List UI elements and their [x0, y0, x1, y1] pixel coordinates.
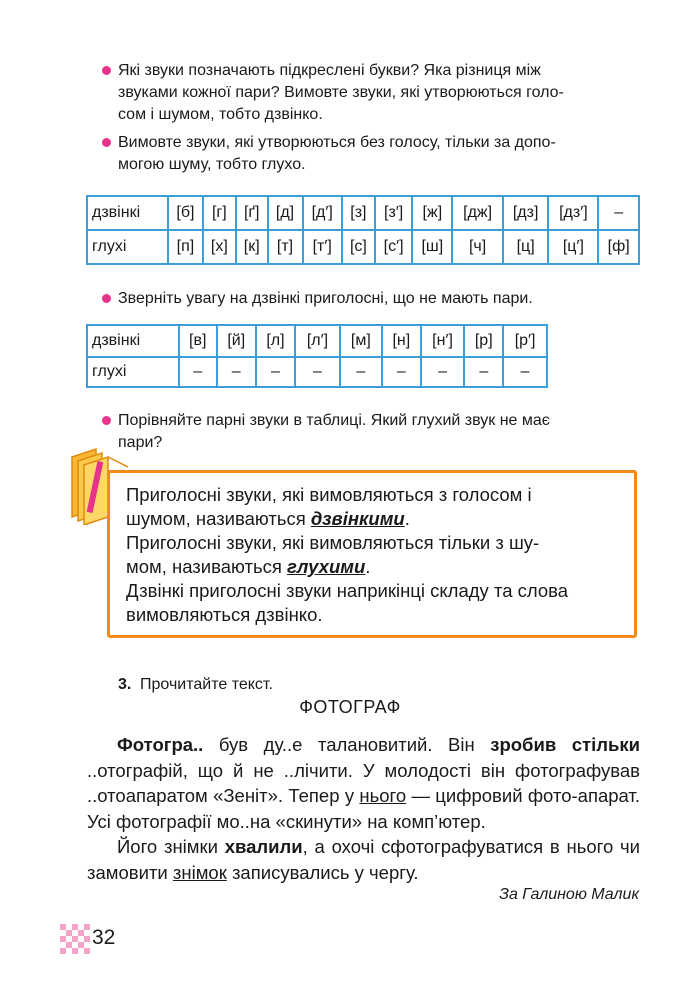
sound-cell: [р] — [464, 325, 503, 357]
sound-cell: [дз′] — [548, 196, 598, 230]
sound-cell: – — [598, 196, 639, 230]
bullet-line: Вимовте звуки, які утворюються без голосу, тільки за допо- — [118, 134, 556, 151]
row-label: глухі — [87, 357, 179, 387]
story-bold: Фотогра.. — [117, 734, 204, 755]
text-title: ФОТОГРАФ — [299, 697, 401, 717]
sound-cell: [ч] — [452, 230, 502, 264]
sound-cell: [б] — [168, 196, 203, 230]
bullet-dot — [102, 138, 111, 147]
sound-cell: [д′] — [303, 196, 342, 230]
sound-cell: [ф] — [598, 230, 639, 264]
bullet-item — [118, 60, 648, 126]
sound-cell: – — [295, 357, 339, 387]
sound-cell: [ц′] — [548, 230, 598, 264]
sound-cell: [дж] — [452, 196, 502, 230]
sound-cell: – — [503, 357, 547, 387]
row-label: глухі — [87, 230, 168, 264]
story-span: був ду..е талановитий. Він — [203, 734, 491, 755]
story-paragraph — [87, 834, 640, 885]
sound-cell: [р′] — [503, 325, 547, 357]
sound-cell: [м] — [340, 325, 382, 357]
story-bold: хвалили — [224, 836, 303, 857]
story-span: записувались у чергу. — [226, 861, 419, 883]
rule-term-voiced: дзвінкими — [310, 508, 405, 529]
story-text — [87, 732, 640, 885]
bullet-dot — [102, 416, 111, 425]
paired-consonants-table — [86, 195, 640, 265]
story-bold: зробив стільки — [490, 734, 640, 755]
bullet-line: могою шуму, тобто глухо. — [118, 156, 306, 173]
sound-cell: [й] — [217, 325, 256, 357]
task-instruction: Прочитайте текст. — [140, 676, 273, 693]
bullet-line: Зверніть увагу на дзвінкі приголосні, що не мають пари. — [118, 290, 533, 307]
rule-box — [107, 470, 637, 638]
sound-cell: [к] — [236, 230, 268, 264]
sound-cell: [в] — [179, 325, 217, 357]
sound-cell: – — [179, 357, 217, 387]
sound-cell: [т′] — [303, 230, 342, 264]
sound-cell: [д] — [268, 196, 303, 230]
story-span: — цифровий фото-апарат. Усі фотографії мо..на «скинути» на комп’ютер. — [87, 785, 640, 832]
story-underlined: нього — [359, 785, 407, 806]
sound-cell: [ц] — [503, 230, 549, 264]
bullet-line: Порівняйте парні звуки в таблиці. Який глухий звук не має — [118, 412, 550, 429]
sound-cell: [н′] — [421, 325, 465, 357]
rule-line — [126, 507, 620, 531]
task-number: 3. — [118, 676, 132, 693]
rule-line: Приголосні звуки, які вимовляються з голосом і — [126, 484, 532, 505]
sound-cell: [н] — [382, 325, 421, 357]
rule-line: вимовляються дзвінко. — [126, 604, 323, 625]
rule-text: шумом, називаються — [126, 508, 311, 529]
rule-line — [126, 555, 620, 579]
rule-line: Дзвінкі приголосні звуки наприкінці складу та слова — [126, 580, 569, 601]
bullet-line: звуками кожної пари? Вимовте звуки, які утворюються голо- — [118, 84, 564, 101]
story-span: Його знімки — [117, 836, 225, 857]
sound-cell: [т] — [268, 230, 303, 264]
bullet-line: пари? — [118, 434, 163, 451]
sound-cell: [ґ] — [236, 196, 268, 230]
author-credit: За Галиною Малик — [499, 886, 639, 903]
sound-cell: [г] — [203, 196, 236, 230]
sound-cell: – — [421, 357, 465, 387]
ornament-icon — [60, 924, 90, 954]
row-label: дзвінкі — [87, 196, 168, 230]
row-label: дзвінкі — [87, 325, 179, 357]
sound-cell: [с] — [342, 230, 375, 264]
sound-cell: [ж] — [412, 196, 452, 230]
story-underlined: знімок — [172, 861, 227, 883]
sound-cell: – — [256, 357, 296, 387]
bullet-line: Які звуки позначають підкреслені букви? Яка різниця між — [118, 62, 541, 79]
rule-term-voiceless: глухими — [287, 556, 366, 577]
table-row-voiced — [87, 196, 639, 230]
bullet-line: сом і шумом, тобто дзвінко. — [118, 106, 323, 123]
table-row-voiced — [87, 325, 547, 357]
sound-cell: [дз] — [503, 196, 549, 230]
sound-cell: [ш] — [412, 230, 452, 264]
sound-cell: – — [340, 357, 382, 387]
bullet-item — [118, 410, 648, 454]
book-icon — [66, 447, 136, 525]
story-span: ..отографій, що й не ..лічити. У молодості він фотографував ..отоапаратом «Зеніт». Тепер у — [87, 759, 640, 806]
bullet-item — [118, 132, 648, 176]
rule-line: Приголосні звуки, які вимовляються тільки з шу- — [126, 532, 540, 553]
rule-text: мом, називаються — [126, 556, 288, 577]
page-number: 32 — [92, 926, 116, 949]
story-span: , а охочі сфотографуватися в нього чи замовити — [87, 836, 641, 883]
sound-cell: [х] — [203, 230, 236, 264]
sound-cell: [з] — [342, 196, 375, 230]
rule-text: . — [365, 556, 371, 577]
bullet-dot — [102, 66, 111, 75]
story-paragraph — [87, 732, 640, 834]
table-row-voiceless — [87, 357, 547, 387]
sound-cell: [с′] — [375, 230, 412, 264]
bullet-item — [118, 288, 648, 310]
bullet-dot — [102, 294, 111, 303]
sound-cell: [з′] — [375, 196, 412, 230]
sound-cell: – — [217, 357, 256, 387]
sound-cell: [л′] — [295, 325, 339, 357]
sound-cell: – — [464, 357, 503, 387]
unpaired-consonants-table — [86, 324, 548, 388]
rule-text: . — [404, 508, 410, 529]
sound-cell: [л] — [256, 325, 296, 357]
table-row-voiceless — [87, 230, 639, 264]
sound-cell: [п] — [168, 230, 203, 264]
sound-cell: – — [382, 357, 421, 387]
